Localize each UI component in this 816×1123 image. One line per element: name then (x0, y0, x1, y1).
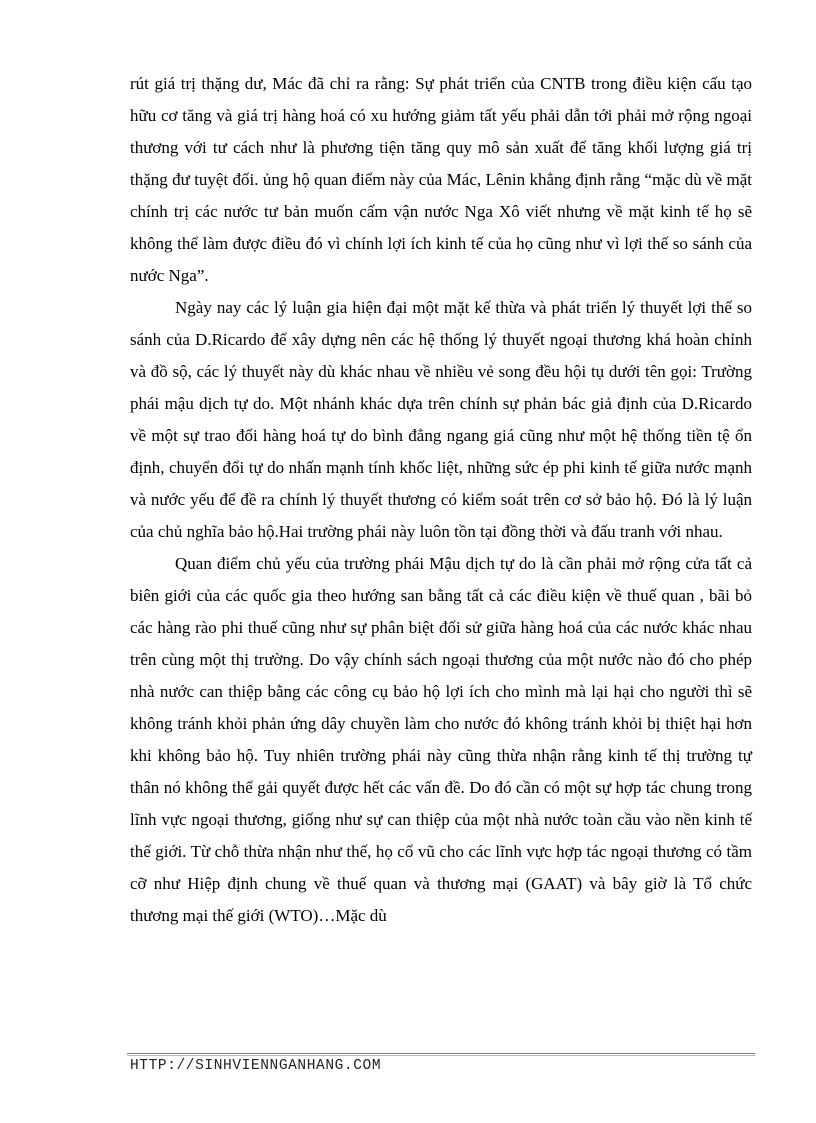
paragraph-1: rút giá trị thặng dư, Mác đã chỉ ra rằng: Sự phát triển của CNTB trong điều kiện cấu tạo hữu cơ tăng và giá trị hàng hoá có xu hướng giảm tất yếu phải dẫn tới phải mở rộng ngoại thương với tư cách như là phương tiện tăng quy mô sản xuất để tăng khối lượng giá trị thặng đư tuyệt đối. ủng hộ quan điểm này của Mác, Lênin khẳng định rằng “mặc dù về mặt chính trị các nước tư bản muốn cấm vận nước Nga Xô viết nhưng về mặt kinh tế họ sẽ không thể làm được điều đó vì chính lợi ích kinh tế của họ cũng như vì lợi thế so sánh của nước Nga”. (130, 74, 752, 285)
paragraph-3: Quan điểm chủ yếu của trường phái Mậu dịch tự do là cần phải mở rộng cửa tất cả biên giới của các quốc gia theo hướng san bằng tất cả các điều kiện về thuế quan , bãi bỏ các hàng rào phi thuế cũng như sự phân biệt đối sử giữa hàng hoá của các nước khác nhau trên cùng một thị trường. Do vậy chính sách ngoại thương của một nước nào đó cho phép nhà nước can thiệp bằng các công cụ bảo hộ lợi ích cho mình mà lại hại cho người thì sẽ không tránh khỏi phản ứng dây chuyền làm cho nước đó không tránh khỏi bị thiệt hại hơn khi không bảo hộ. Tuy nhiên trường phái này cũng thừa nhận rằng kinh tế thị trường tự thân nó không thể gải quyết được hết các vấn đề. Do đó cần có một sự hợp tác chung trong lĩnh vực ngoại thương, giống như sự can thiệp của một nhà nước toàn cầu vào nền kinh tế thế giới. Từ chỗ thừa nhận như thế, họ cổ vũ cho các lĩnh vực hợp tác ngoại thương có tầm cỡ như Hiệp định chung về thuế quan và thương mại (GAAT) và bây giờ là Tổ chức thương mại thế giới (WTO)…Mặc dù (130, 554, 752, 925)
footer-url-link[interactable]: HTTP://SINHVIENNGANHANG.COM (130, 1058, 382, 1074)
footer-divider (127, 1053, 755, 1054)
footer-divider-secondary (127, 1055, 755, 1056)
body-text (130, 68, 752, 932)
paragraph-2: Ngày nay các lý luận gia hiện đại một mặt kế thừa và phát triển lý thuyết lợi thế so sánh của D.Ricardo để xây dựng nên các hệ thống lý thuyết ngoại thương khá hoàn chỉnh và đồ sộ, các lý thuyết này dù khác nhau về nhiều vẻ song đều hội tụ dưới tên gọi: Trường phái mậu dịch tự do. Một nhánh khác dựa trên chính sự phản bác giả định của D.Ricardo về một sự trao đổi hàng hoá tự do bình đẳng ngang giá cũng như một hệ thống tiền tệ ổn định, chuyển đổi tự do nhấn mạnh tính khốc liệt, những sức ép phi kinh tế giữa nước mạnh và nước yếu để đề ra chính lý thuyết thương có kiểm soát trên cơ sở bảo hộ. Đó là lý luận của chủ nghĩa bảo hộ.Hai trường phái này luôn tồn tại đồng thời và đấu tranh với nhau. (130, 298, 752, 541)
